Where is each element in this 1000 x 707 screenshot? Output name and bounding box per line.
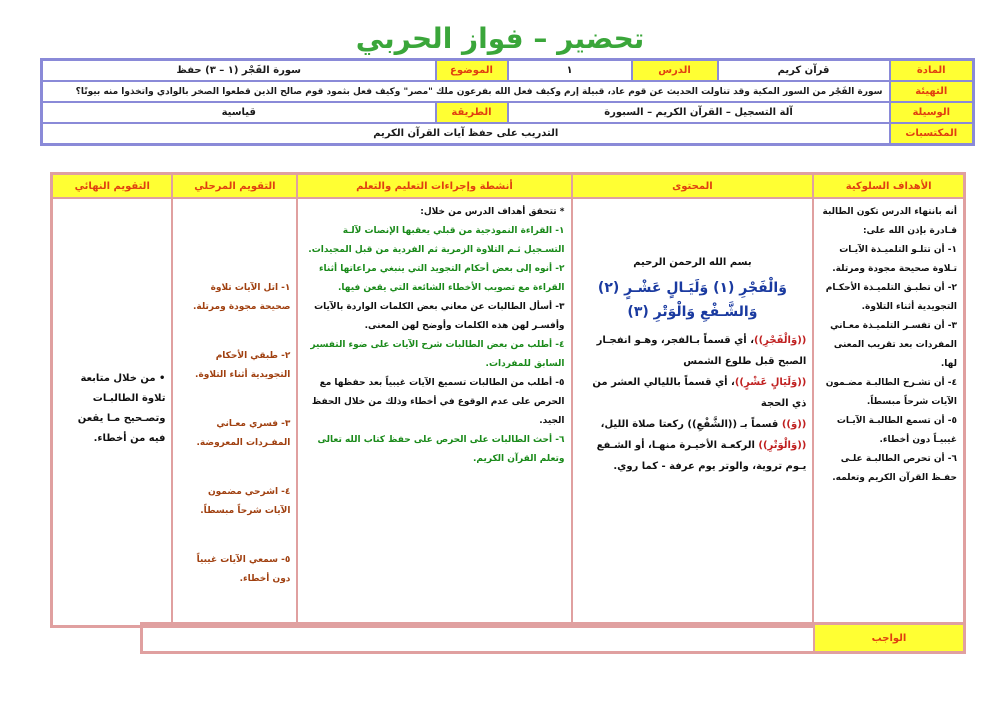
activity-item: ٦- أحث الطالبات على الحرص على حفظ كتاب الله تعالى وتعلم القرآن الكريم. xyxy=(317,435,565,464)
activities-header: أنشطة وإجراءات التعليم والتعلم xyxy=(297,174,571,199)
tafsir-line xyxy=(579,372,807,414)
final-assessment-cell: • من خلال متابعة تلاوة الطالبـات وتصـحيح مـا يقعن فيه من أخطاء. xyxy=(52,198,173,627)
goal-item: ٢- أن تطبـق التلميـذة الأحكـام التجويدية أثناء التلاوة. xyxy=(825,283,957,312)
tafsir-line xyxy=(579,414,807,435)
formative-item: ١- اتل الآيات تلاوة صحيحة مجودة ومرتلة. xyxy=(193,283,291,312)
tafsir-text: ، أي قسماً بالليالي العشر من ذي الحجة xyxy=(592,377,807,409)
tafsir-term: ((وَلَيَالٍ عَشْرٍ)) xyxy=(734,377,807,388)
subject-value: قرآن كريم xyxy=(718,60,890,82)
goals-cell xyxy=(813,198,964,627)
intro-label: التهيئة xyxy=(890,81,974,102)
gains-value: التدريب على حفظ آيات القرآن الكريم xyxy=(42,123,890,145)
tafsir-term: ((وَ)) xyxy=(781,419,807,430)
tafsir-text: ، أي قسماً بـالفجر، وهـو انفجـار الصبح قبل طلوع الشمس xyxy=(596,335,807,367)
goal-item: ٥- أن تسمع الطالبـة الآيـات غيبيـاً دون أخطاء. xyxy=(836,416,957,445)
formative-item: ٣- فسري معـاني المفـردات المعروضة. xyxy=(196,419,291,448)
means-label: الوسيلة xyxy=(890,102,974,123)
tafsir-line xyxy=(579,435,807,477)
goal-item: أنه بانتهاء الدرس تكون الطالبة قـادرة بإذن الله على: xyxy=(822,207,957,236)
tafsir-term: ((وَالْفَجْرِ)) xyxy=(754,335,807,346)
lesson-value: ١ xyxy=(508,60,632,82)
lesson-plan-table xyxy=(50,172,966,628)
lesson-label: الدرس xyxy=(632,60,718,82)
means-value: آلة التسجيل – القرآن الكريم – السبورة xyxy=(508,102,890,123)
activity-item: ٢- أنوه إلى بعض أحكام التجويد التي ينبغي مراعاتها أثناء القراءة مع تصويب الأخطاء الشائعة التي يقعن فيها. xyxy=(318,264,565,293)
subject-label: المادة xyxy=(890,60,974,82)
tafsir-line xyxy=(579,330,807,372)
activity-item: ٥- أطلب من الطالبات تسميع الآيات غيبياً بعد حفظها مع الحرص على عدم الوقوع في أخطاء وذلك من خلال الحفظ الجيد. xyxy=(311,378,565,426)
final-header: التقويم النهائي xyxy=(52,174,173,199)
topic-label: الموضوع xyxy=(436,60,508,82)
tafsir-text: قسماً بـ ((الشَّفْعِ)) ركعتا صلاة الليل، xyxy=(600,419,782,430)
method-label: الطريقة xyxy=(436,102,508,123)
method-value: قياسية xyxy=(42,102,436,123)
homework-value xyxy=(142,624,815,653)
gains-label: المكتسبات xyxy=(890,123,974,145)
topic-value: سورة الفَجْر (١ – ٣) حفظ xyxy=(42,60,436,82)
homework-table xyxy=(140,622,966,654)
formative-cell xyxy=(172,198,297,627)
activity-item: ٤- أطلب من بعض الطالبات شرح الآيات على ضوء التفسير السابق للمفردات. xyxy=(310,340,565,369)
activities-cell xyxy=(297,198,571,627)
page-title: تحضير – فواز الحربي xyxy=(355,22,645,55)
content-header: المحتوى xyxy=(572,174,814,199)
goal-item: ٤- أن تشـرح الطالبـة مضـمون الآيات شرحاً مبسطاً. xyxy=(825,378,957,407)
activity-item: ٣- أسأل الطالبات عن معاني بعض الكلمات الواردة بالآيات وأفسـر لهن هذه الكلمات وأوضح لهن المعنى. xyxy=(314,302,565,331)
quran-verse: وَالْفَجْرِ (١) وَلَيَـالٍ عَشْـرٍ (٢) وَالشَّـفْعِ وَالْوَتْرِ (٣) xyxy=(597,280,787,320)
formative-item: ٥- سمعي الآيات غيبياً دون أخطاء. xyxy=(196,555,291,584)
lesson-info-table xyxy=(40,58,975,146)
goal-item: ٣- أن تفسـر التلميـذة معـاني المفردات بعد تقريب المعنى لها. xyxy=(830,321,957,369)
formative-item: ٤- اشرحي مضمون الآيات شرحاً مبسطاً. xyxy=(200,487,291,516)
formative-header: التقويم المرحلي xyxy=(172,174,297,199)
goal-item: ٦- أن تحرص الطالبـة علـى حفـظ القرآن الكريم وتعلمه. xyxy=(832,454,957,483)
goal-item: ١- أن تتلـو التلميـذة الآيـات تـلاوة صحيحة مجودة ومرتلة. xyxy=(832,245,957,274)
activity-item: ١- القراءة النموذجية من قبلي يعقبها الإنصات لآلـة التسـجيل ثـم التلاوة الزمرية ثم الفردية من قبل المجيدات. xyxy=(308,226,565,255)
goals-header: الأهداف السلوكية xyxy=(813,174,964,199)
tafsir-text: الركعـة الأخيـرة منهـا، أو الشـفع يـوم تروية، والوتر يوم عرفة - كما روي. xyxy=(596,440,807,472)
intro-value: سورة الفَجْر من السور المكية وقد تناولت الحديث عن قوم عاد، قبيلة إرم وكيف فعل الله بفرعون ملك "مصر" وكيف فعل بثمود قوم صالح الذين قطعوا الصخر بالوادي واتخذوا منه بيوتًا؟ xyxy=(42,81,890,102)
tafsir-term: ((وَالْوَتْرِ)) xyxy=(758,440,807,451)
content-cell xyxy=(572,198,814,627)
formative-item: ٢- طبقي الأحكام التجويدية أثناء التلاوة. xyxy=(195,351,291,380)
basmala: بسم الله الرحمن الرحيم xyxy=(633,257,752,268)
activity-item: * تتحقق أهداف الدرس من خلال: xyxy=(420,207,565,217)
homework-label: الواجب xyxy=(814,624,965,653)
